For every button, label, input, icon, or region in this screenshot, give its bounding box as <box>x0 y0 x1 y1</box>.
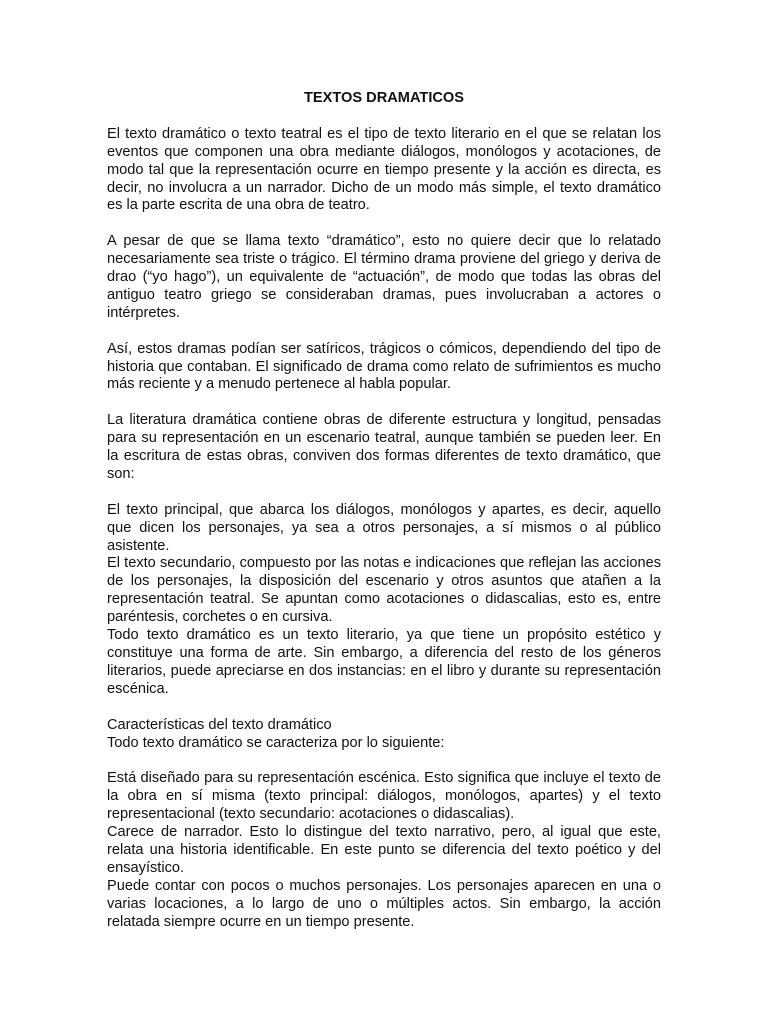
paragraph-characteristics-intro: Todo texto dramático se caracteriza por lo siguiente: <box>107 734 445 751</box>
paragraph-stage-design: Está diseñado para su representación escénica. Esto significa que incluye el texto de la obra en sí misma (texto principal: diálogos, monólogos, apartes) y el texto representacional (texto secundario: acotaciones o didascalias). <box>107 770 661 823</box>
paragraph-secondary-text: El texto secundario, compuesto por las notas e indicaciones que reflejan las acciones de los personajes, la disposición del escenario y otros asuntos que atañen a la representación teatral. Se apuntan como acotaciones o didascalias, esto es, entre paréntesis, corchetes o en cursiva. <box>107 555 661 626</box>
document-title: TEXTOS DRAMATICOS <box>304 90 464 106</box>
paragraph-spacer <box>107 699 661 717</box>
paragraph-genres: Así, estos dramas podían ser satíricos, trágicos o cómicos, dependiendo del tipo de historia que contaban. El significado de drama como relato de sufrimientos es mucho más reciente y a menudo pertenece al habla popular. <box>107 340 661 393</box>
document-page <box>107 90 661 931</box>
paragraph-main-text: El texto principal, que abarca los diálogos, monólogos y apartes, es decir, aquello que dicen los personajes, ya sea a otros personajes, a sí mismos o al público asistente. <box>107 501 661 554</box>
paragraph-characters: Puede contar con pocos o muchos personajes. Los personajes aparecen en una o varias locaciones, a lo largo de uno o múltiples actos. Sin embargo, la acción relatada siempre ocurre en un tiempo presente. <box>107 877 661 930</box>
paragraph-spacer <box>107 215 661 233</box>
paragraph-literary: Todo texto dramático es un texto literario, ya que tiene un propósito estético y constituye una forma de arte. Sin embargo, a diferencia del resto de los géneros literarios, puede apreciarse en dos instancias: en el libro y durante su representación escénica. <box>107 627 661 697</box>
section-heading-characteristics: Características del texto dramático <box>107 716 332 733</box>
paragraph-spacer <box>107 394 661 412</box>
paragraph-spacer <box>107 752 661 770</box>
paragraph-origin: A pesar de que se llama texto “dramático”, esto no quiere decir que lo relatado necesariamente sea triste o trágico. El término drama proviene del griego y deriva de drao (“yo hago”), un equivalente de “actuación”, de modo que todas las obras del antiguo teatro griego se consideraban dramas, pues involucraban a actores o intérpretes. <box>107 233 661 321</box>
paragraph-spacer <box>107 323 661 341</box>
paragraph-intro: El texto dramático o texto teatral es el tipo de texto literario en el que se relatan los eventos que componen una obra mediante diálogos, monólogos y acotaciones, de modo tal que la representación ocurre en tiempo presente y la acción es directa, es decir, no involucra a un narrador. Dicho de un modo más simple, el texto dramático es la parte escrita de una obra de teatro. <box>107 125 661 214</box>
paragraph-structure: La literatura dramática contiene obras de diferente estructura y longitud, pensadas para su representación en un escenario teatral, aunque también se pueden leer. En la escritura de estas obras, conviven dos formas diferentes de texto dramático, que son: <box>107 412 661 482</box>
paragraph-no-narrator: Carece de narrador. Esto lo distingue del texto narrativo, pero, al igual que este, relata una historia identificable. En este punto se diferencia del texto poético y del ensayístico. <box>107 824 661 876</box>
paragraph-spacer <box>107 484 661 502</box>
